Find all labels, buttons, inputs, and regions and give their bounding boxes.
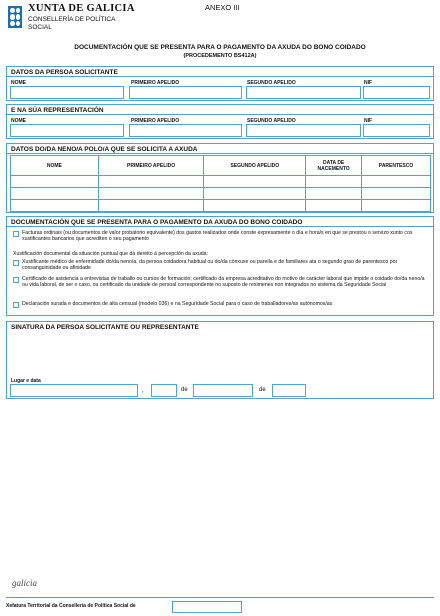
year-field[interactable] — [272, 384, 306, 397]
applicant-surname2-label: SEGUNDO APELIDO — [247, 80, 296, 86]
rep-name-field[interactable] — [10, 124, 124, 137]
children-section — [6, 143, 434, 213]
column-header: PRIMEIRO APELIDO — [98, 156, 204, 176]
table-row — [11, 176, 431, 188]
applicant-surname2-field[interactable] — [246, 86, 361, 99]
logo-title: XUNTA DE GALICIA — [28, 3, 135, 14]
rep-surname2-field[interactable] — [246, 124, 361, 137]
applicant-nif-label: NIF — [364, 80, 373, 86]
table-cell[interactable] — [11, 200, 99, 212]
doc-item-work — [13, 276, 431, 289]
month-field[interactable] — [193, 384, 253, 397]
rep-surname1-label: PRIMEIRO APELIDO — [131, 118, 180, 124]
table-cell[interactable] — [98, 200, 204, 212]
table-cell[interactable] — [204, 176, 306, 188]
rep-surname1-field[interactable] — [129, 124, 242, 137]
column-header: PARENTESCO — [362, 156, 431, 176]
table-cell[interactable] — [204, 200, 306, 212]
annex-label: ANEXO III — [205, 3, 240, 12]
table-cell[interactable] — [306, 176, 362, 188]
column-header: DATA DE NACEMENTO — [306, 156, 362, 176]
doc-item-medical — [13, 259, 431, 272]
table-cell[interactable] — [204, 188, 306, 200]
column-header: SEGUNDO APELIDO — [204, 156, 306, 176]
table-cell[interactable] — [11, 176, 99, 188]
rep-nif-label: NIF — [364, 118, 373, 124]
table-cell[interactable] — [11, 188, 99, 200]
rep-nif-field[interactable] — [363, 124, 430, 137]
medical-checkbox[interactable] — [13, 260, 19, 266]
medical-text: Xustificante médico de enfermidade do/da neno/a, da persoa coidadora habitual ou do/da cónxuxe ou parella e de familiares ata o segundo grao de parentesco por consanguinidade ou afinidade — [22, 259, 398, 272]
procedure-code: (PROCEDEMENTO BS412A) — [183, 53, 257, 59]
applicant-name-field[interactable] — [10, 86, 124, 99]
logo-subtitle: CONSELLERÍA DE POLÍTICA SOCIAL — [28, 16, 116, 31]
table-cell[interactable] — [362, 176, 431, 188]
place-date-label: Lugar e data — [11, 378, 41, 384]
doc-item-invoices — [13, 230, 431, 243]
table-cell[interactable] — [362, 200, 431, 212]
de-label-2: de — [259, 387, 266, 393]
work-text: Certificado de asistencia a entrevistas de traballo ou cursos de formación; certificado da empresa acreditativo do motivo de carácter laboral que impide o coidado do/da neno/a ou vida laboral, de ser o caso, ou certificado da unidade de persoal correspondente no suposto de reximenes non integrados no sistema da Seguridade Social — [22, 276, 425, 289]
children-heading: DATOS DO/DA NENO/A POLO/A QUE SE SOLICITA A AXUDA — [7, 144, 433, 154]
documentation-section — [6, 216, 434, 316]
signature-section — [6, 321, 434, 399]
situation-title: Xustificación documental da situación puntual que dá dereito á percepción da axuda: — [13, 251, 208, 257]
comma-separator: , — [142, 388, 144, 394]
de-label-1: de — [181, 387, 188, 393]
table-cell[interactable] — [362, 188, 431, 200]
applicant-section — [6, 66, 434, 101]
table-cell[interactable] — [306, 188, 362, 200]
representative-section — [6, 104, 434, 139]
doc-item-declaration — [13, 301, 431, 308]
galicia-logo: galicia — [12, 578, 37, 588]
xunta-flag-icon — [8, 6, 22, 28]
document-title: DOCUMENTACIÓN QUE SE PRESENTA PARA O PAGAMENTO DA AXUDA DO BONO COIDADO — [74, 44, 366, 51]
representative-heading: E NA SÚA REPRESENTACIÓN — [7, 105, 433, 115]
applicant-surname1-label: PRIMEIRO APELIDO — [131, 80, 180, 86]
rep-name-label: NOME — [11, 118, 26, 124]
table-cell[interactable] — [98, 188, 204, 200]
work-checkbox[interactable] — [13, 277, 19, 283]
day-field[interactable] — [151, 384, 177, 397]
table-cell[interactable] — [98, 176, 204, 188]
invoices-checkbox[interactable] — [13, 231, 19, 237]
documentation-heading: DOCUMENTACIÓN QUE SE PRESENTA PARA O PAGAMENTO DA AXUDA DO BONO COIDADO — [7, 217, 433, 227]
place-field[interactable] — [10, 384, 138, 397]
rep-surname2-label: SEGUNDO APELIDO — [247, 118, 296, 124]
signature-heading: SINATURA DA PERSOA SOLICITANTE OU REPRESENTANTE — [11, 324, 199, 331]
table-row — [11, 188, 431, 200]
declaration-text: Declaración xurada e documentos de alta censual (modelo 036) e na Seguridade Social para o caso de traballadores/as autónomos/as — [22, 301, 333, 307]
applicant-nif-field[interactable] — [363, 86, 430, 99]
applicant-heading: DATOS DA PERSOA SOLICITANTE — [7, 67, 433, 77]
table-cell[interactable] — [306, 200, 362, 212]
invoices-text: Facturas ordinais (ou documentos de valor probatorio equivalente) dos gastos realizados onde conste expresamente o día e hora/s en que se prestou o servizo xunto cos xustificantes bancarios que acrediten o seu pagamento — [22, 230, 413, 243]
footer-divider — [6, 597, 434, 598]
column-header: NOME — [11, 156, 99, 176]
office-location-field[interactable] — [172, 601, 242, 613]
children-table — [10, 155, 431, 212]
table-row — [11, 200, 431, 212]
applicant-surname1-field[interactable] — [129, 86, 242, 99]
declaration-checkbox[interactable] — [13, 302, 19, 308]
footer-office-label: Xefatura Territorial da Consellería de Política Social de — [6, 603, 136, 609]
applicant-name-label: NOME — [11, 80, 26, 86]
